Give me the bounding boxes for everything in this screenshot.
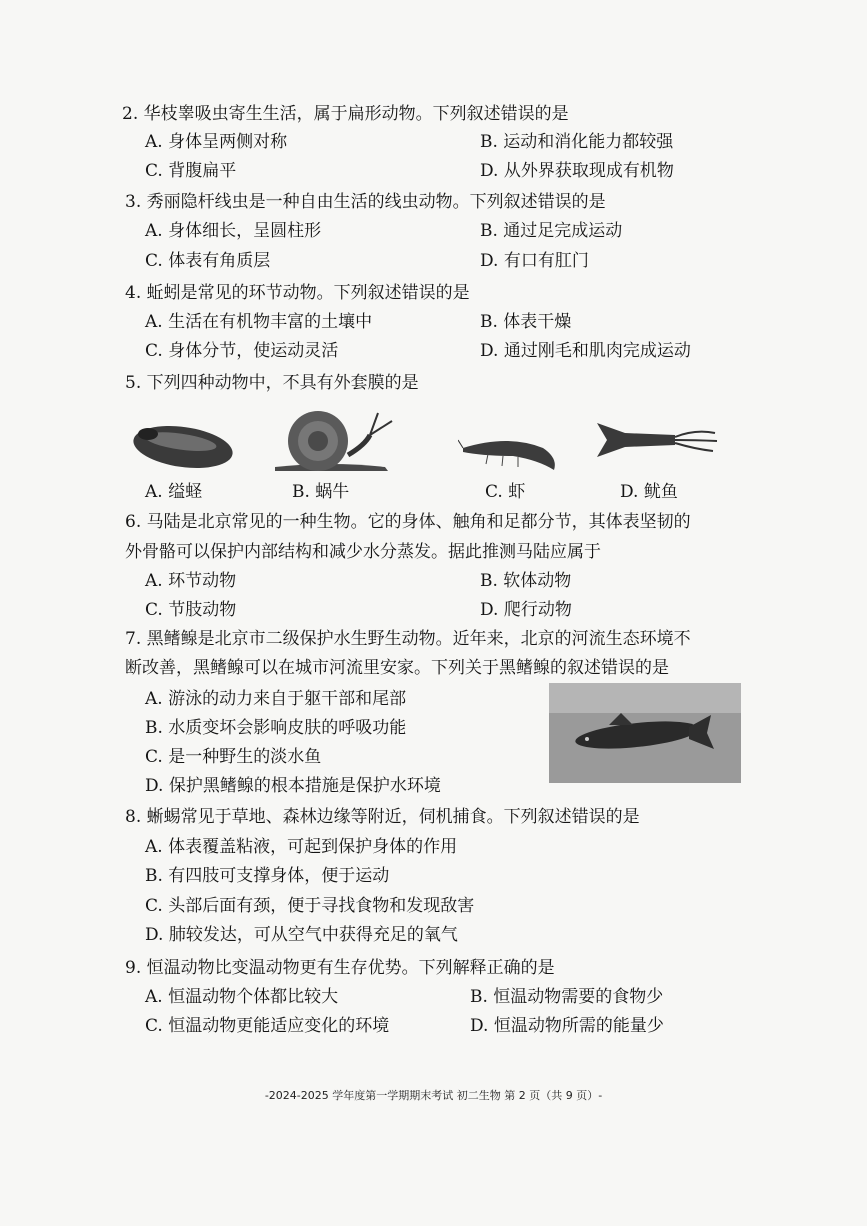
question-2-option-d: D. 从外界获取现成有机物 xyxy=(480,161,674,181)
question-3-option-c: C. 体表有角质层 xyxy=(145,251,271,271)
question-2-option-b: B. 运动和消化能力都较强 xyxy=(480,132,674,152)
question-6-option-d: D. 爬行动物 xyxy=(480,600,572,620)
question-4-option-d: D. 通过刚毛和肌肉完成运动 xyxy=(480,341,691,361)
question-7-option-c: C. 是一种野生的淡水鱼 xyxy=(145,747,322,767)
question-8-option-d: D. 肺较发达，可从空气中获得充足的氧气 xyxy=(145,925,458,945)
question-3-option-a: A. 身体细长，呈圆柱形 xyxy=(145,221,322,241)
page-footer: -2024-2025 学年度第一学期期末考试 初二生物 第 2 页（共 9 页）- xyxy=(264,1089,603,1102)
question-3-stem: 3. 秀丽隐杆线虫是一种自由生活的线虫动物。下列叙述错误的是 xyxy=(125,192,606,212)
question-6-option-b: B. 软体动物 xyxy=(480,571,572,591)
question-6-option-a: A. 环节动物 xyxy=(145,571,237,591)
question-3-option-d: D. 有口有肛门 xyxy=(480,251,589,271)
question-9-option-b: B. 恒温动物需要的食物少 xyxy=(470,987,664,1007)
question-9-option-c: C. 恒温动物更能适应变化的环境 xyxy=(145,1016,390,1036)
question-6-stem-line-1: 6. 马陆是北京常见的一种生物。它的身体、触角和足都分节，其体表坚韧的 xyxy=(125,512,691,532)
question-9-stem: 9. 恒温动物比变温动物更有生存优势。下列解释正确的是 xyxy=(125,958,555,978)
question-5-option-b: B. 蜗牛 xyxy=(292,482,350,502)
question-7-option-d: D. 保护黑鳍鳈的根本措施是保护水环境 xyxy=(145,776,441,796)
shrimp-image xyxy=(458,430,563,475)
question-8-option-b: B. 有四肢可支撑身体，便于运动 xyxy=(145,866,390,886)
question-6-stem-line-2: 外骨骼可以保护内部结构和减少水分蒸发。据此推测马陆应属于 xyxy=(125,542,601,562)
question-7-stem-line-1: 7. 黑鳍鳈是北京市二级保护水生野生动物。近年来，北京的河流生态环境不 xyxy=(125,629,691,649)
question-6-option-c: C. 节肢动物 xyxy=(145,600,237,620)
question-4-option-c: C. 身体分节，使运动灵活 xyxy=(145,341,339,361)
question-7-option-a: A. 游泳的动力来自于躯干部和尾部 xyxy=(145,689,407,709)
question-5-stem: 5. 下列四种动物中，不具有外套膜的是 xyxy=(125,373,419,393)
razor-clam-image xyxy=(128,420,238,472)
question-8-option-a: A. 体表覆盖粘液，可起到保护身体的作用 xyxy=(145,837,458,857)
question-5-option-c: C. 虾 xyxy=(485,482,526,502)
question-2-stem: 2. 华枝睾吸虫寄生生活，属于扁形动物。下列叙述错误的是 xyxy=(122,104,569,124)
question-2-option-c: C. 背腹扁平 xyxy=(145,161,237,181)
question-5-option-d: D. 鱿鱼 xyxy=(620,482,678,502)
squid-image xyxy=(595,415,720,465)
question-4-option-a: A. 生活在有机物丰富的土壤中 xyxy=(145,312,373,332)
question-8-stem: 8. 蜥蜴常见于草地、森林边缘等附近，伺机捕食。下列叙述错误的是 xyxy=(125,807,640,827)
question-4-stem: 4. 蚯蚓是常见的环节动物。下列叙述错误的是 xyxy=(125,283,470,303)
question-8-option-c: C. 头部后面有颈，便于寻找食物和发现敌害 xyxy=(145,896,475,916)
question-4-option-b: B. 体表干燥 xyxy=(480,312,572,332)
question-7-option-b: B. 水质变坏会影响皮肤的呼吸功能 xyxy=(145,718,407,738)
snail-image xyxy=(270,405,400,475)
black-fin-gudgeon-image xyxy=(549,683,741,783)
question-3-option-b: B. 通过足完成运动 xyxy=(480,221,623,241)
question-7-stem-line-2: 断改善，黑鳍鳈可以在城市河流里安家。下列关于黑鳍鳈的叙述错误的是 xyxy=(125,658,669,678)
question-2-option-a: A. 身体呈两侧对称 xyxy=(145,132,288,152)
question-5-option-a: A. 缢蛏 xyxy=(145,482,203,502)
question-9-option-d: D. 恒温动物所需的能量少 xyxy=(470,1016,664,1036)
question-9-option-a: A. 恒温动物个体都比较大 xyxy=(145,987,339,1007)
